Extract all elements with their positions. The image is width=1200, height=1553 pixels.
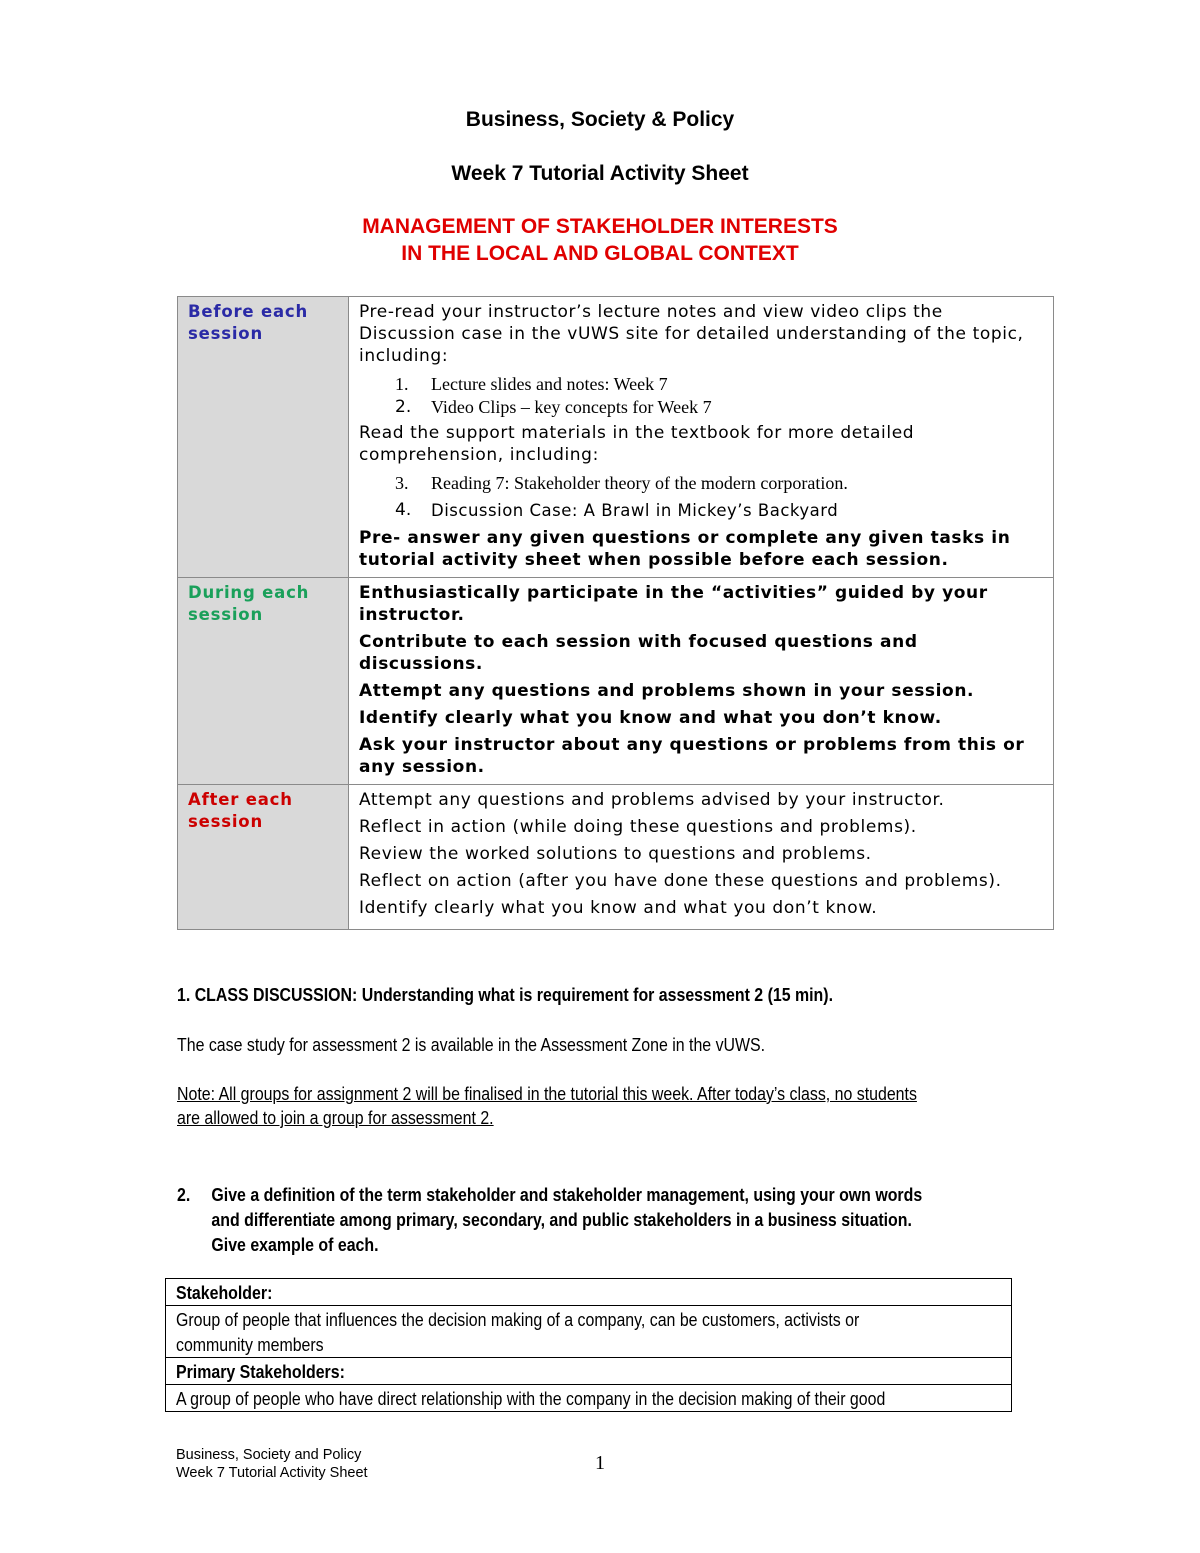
course-title: Business, Society & Policy: [465, 108, 735, 131]
list-item: 4. Discussion Case: A Brawl in Mickey’s Backyard: [395, 500, 839, 520]
stakeholder-heading: Stakeholder:: [166, 1279, 1012, 1306]
section1-note-line1: Note: All groups for assignment 2 will be finalised in the tutorial this week. After today’s class, no students: [177, 1083, 917, 1104]
page-footer: Business, Society and Policy Week 7 Tutorial Activity Sheet: [176, 1447, 368, 1481]
before-intro: Pre-read your instructor’s lecture notes and view video clips the Discussion case in the vUWS site for detailed understanding of the topic, including:: [359, 302, 1024, 366]
before-pre-answer: Pre- answer any given questions or complete any given tasks in tutorial activity sheet when possible before each session.: [359, 528, 1011, 570]
sheet-title: Week 7 Tutorial Activity Sheet: [451, 162, 749, 185]
topic-title-line2: IN THE LOCAL AND GLOBAL CONTEXT: [401, 242, 799, 265]
section1-text: The case study for assessment 2 is available in the Assessment Zone in the vUWS.: [177, 1034, 766, 1055]
section2-question: 2. Give a definition of the term stakeholder and stakeholder management, using your own words and differentiate among primary, secondary, and public stakeholders in a business situation. Give example of each.: [177, 1184, 923, 1255]
topic-title-line1: MANAGEMENT OF STAKEHOLDER INTERESTS: [362, 215, 838, 238]
before-session-label: Before each session: [178, 297, 349, 578]
stakeholder-table: [165, 1278, 1012, 1412]
before-session-content: [349, 297, 1054, 578]
page-number: 1: [595, 1452, 605, 1474]
section1-heading: 1. CLASS DISCUSSION: Understanding what is requirement for assessment 2 (15 min).: [177, 984, 834, 1005]
during-session-content: Enthusiastically participate in the “activities” guided by your instructor. Contribute to each session with focused questions and discussions. Attempt any questions and problems shown in your session. Identify clearly what you know and what you don’t know. Ask your instructor about any questions or problems from this or any session.: [349, 578, 1054, 785]
primary-stakeholders-answer: A group of people who have direct relationship with the company in the decision making of their good: [166, 1385, 1012, 1412]
during-session-label: During each session: [178, 578, 349, 785]
list-item: 3. Reading 7: Stakeholder theory of the modern corporation.: [395, 473, 848, 493]
section1-note-line2: are allowed to join a group for assessment 2.: [177, 1107, 494, 1128]
before-support: Read the support materials in the textbook for more detailed comprehension, including:: [359, 423, 915, 465]
activity-table: [177, 296, 1054, 930]
after-session-label: After each session: [178, 785, 349, 930]
list-item: 1. Lecture slides and notes: Week 7: [395, 374, 668, 394]
during-session-row: [178, 578, 1054, 785]
primary-stakeholders-heading: Primary Stakeholders:: [166, 1358, 1012, 1385]
after-session-row: [178, 785, 1054, 930]
before-session-row: [178, 297, 1054, 578]
before-list-a: [359, 373, 1045, 419]
after-session-content: Attempt any questions and problems advised by your instructor. Reflect in action (while doing these questions and problems). Review the worked solutions to questions and problems. Reflect on action (after you have done these questions and problems). Identify clearly what you know and what you don’t know.: [349, 785, 1054, 930]
list-item: 2. Video Clips – key concepts for Week 7: [395, 397, 712, 417]
stakeholder-answer: Group of people that influences the decision making of a company, can be customers, activists or community members: [166, 1306, 1012, 1358]
before-list-b: [359, 472, 1045, 522]
